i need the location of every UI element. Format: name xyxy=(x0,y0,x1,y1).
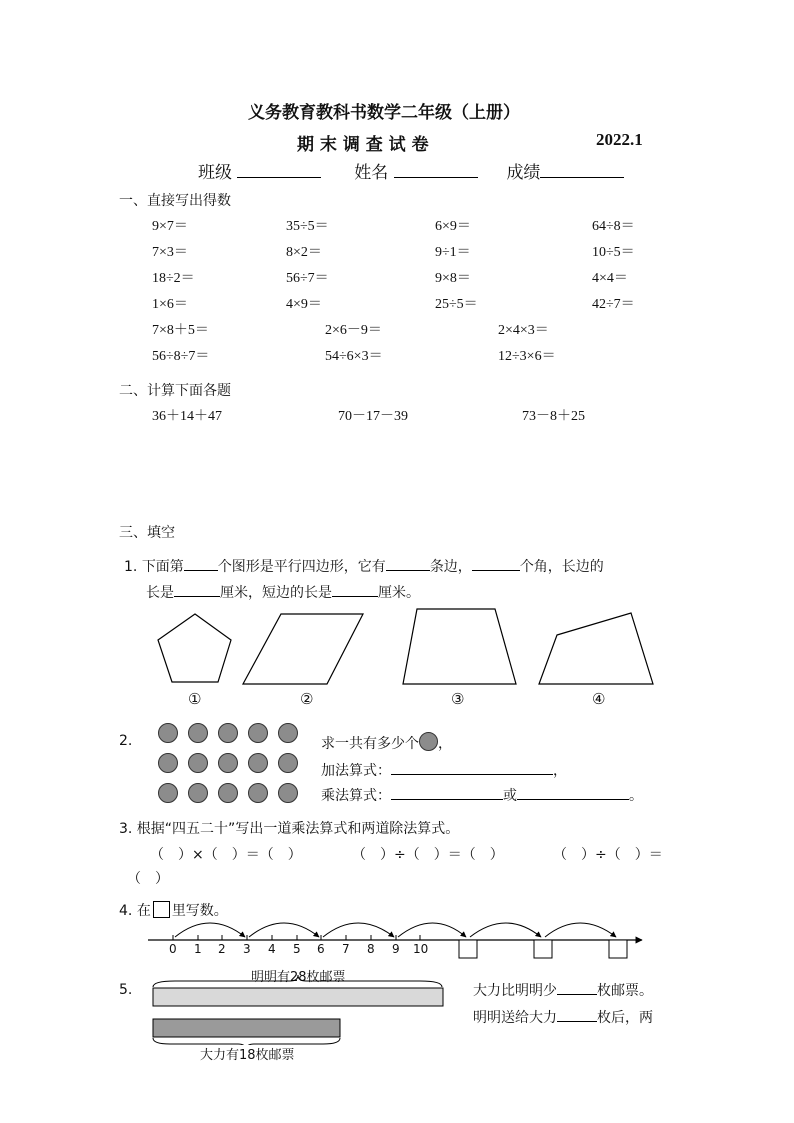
trapezoid-shape xyxy=(403,609,516,684)
q5-text: 枚邮票。 xyxy=(597,983,653,999)
q1-line2 xyxy=(146,582,420,602)
q4-number: 4. xyxy=(119,903,133,919)
info-line xyxy=(198,158,624,183)
q1-blank-angles[interactable] xyxy=(472,556,520,571)
tick-label: 2 xyxy=(218,942,226,956)
q5-line2 xyxy=(473,1007,653,1027)
q3-formula-1: （ ）×（ ）＝（ ） xyxy=(150,847,302,863)
q1-text: 厘米。 xyxy=(378,585,420,601)
q2-mul xyxy=(321,785,643,805)
q2-add-blank[interactable] xyxy=(391,760,553,775)
gray-dot xyxy=(278,753,298,773)
jump-arc xyxy=(249,923,319,937)
jump-arc xyxy=(175,923,245,937)
score-label: 成绩 xyxy=(506,163,541,183)
top-bar-label: 明明有28枚邮票 xyxy=(251,970,346,985)
tick-label: 10 xyxy=(413,942,429,956)
tick-label: 6 xyxy=(317,942,325,956)
q1-number: 1. xyxy=(124,559,138,575)
q2-ask xyxy=(321,732,452,753)
q1-blank-sides[interactable] xyxy=(386,556,430,571)
q3-formula-3-end: （ ） xyxy=(127,871,169,887)
paper-date: 2022.1 xyxy=(596,130,643,149)
calc-problem: 73－8＋25 xyxy=(522,409,585,424)
q1-line1 xyxy=(124,556,604,576)
score-blank[interactable] xyxy=(540,163,624,178)
q5-blank-2[interactable] xyxy=(557,1007,597,1022)
calc-item: 56÷7＝ xyxy=(286,271,329,286)
q4-pre: 在 xyxy=(136,903,151,919)
answer-box xyxy=(609,940,627,958)
q5-line1 xyxy=(473,980,653,1000)
gray-dot xyxy=(188,783,208,803)
section1-heading: 一、直接写出得数 xyxy=(119,193,231,209)
q1-blank-shape[interactable] xyxy=(184,556,218,571)
q5-blank-1[interactable] xyxy=(557,980,597,995)
q2-add-label: 加法算式： xyxy=(321,763,391,779)
calc-item: 6×9＝ xyxy=(435,219,471,234)
q5-text: 明明送给大力 xyxy=(473,1010,557,1026)
paper-title: 义务教育教科书数学二年级（上册） xyxy=(248,103,520,123)
tick-label: 3 xyxy=(243,942,251,956)
q2-comma: ， xyxy=(438,736,452,752)
q1-text: 条边， xyxy=(429,559,472,575)
quadrilateral-shape xyxy=(539,613,653,684)
number-line xyxy=(0,905,794,965)
gray-dot-inline-icon xyxy=(419,732,438,751)
top-brace xyxy=(153,975,442,987)
q5-text: 枚后，两 xyxy=(597,1010,653,1026)
paper-subtitle: 期 末 调 查 试 卷 xyxy=(297,135,429,155)
class-blank[interactable] xyxy=(237,163,321,178)
jump-arc xyxy=(545,923,616,937)
gray-dot xyxy=(158,723,178,743)
calc-item: 7×3＝ xyxy=(152,245,188,260)
number-line-ticks xyxy=(173,935,420,940)
q5-text: 大力比明明少 xyxy=(473,983,557,999)
calc-item: 25÷5＝ xyxy=(435,297,478,312)
gray-dot xyxy=(278,783,298,803)
q1-text: 长是 xyxy=(146,585,174,601)
q2-or: 或 xyxy=(503,788,517,804)
q1-text: 厘米，短边的长是 xyxy=(220,585,332,601)
q3-formula-2: （ ）÷（ ）＝（ ） xyxy=(352,847,504,863)
stamp-bars-figure xyxy=(0,975,794,1045)
calc-item: 12÷3×6＝ xyxy=(498,349,556,364)
mingming-bar xyxy=(153,988,443,1006)
calc-item: 42÷7＝ xyxy=(592,297,635,312)
section2-heading: 二、计算下面各题 xyxy=(119,383,231,399)
shape-label-4: ④ xyxy=(592,690,606,708)
calc-item: 4×9＝ xyxy=(286,297,322,312)
q5-number: 5. xyxy=(119,982,133,998)
shape-label-3: ③ xyxy=(451,690,465,708)
shapes-figure xyxy=(0,600,794,690)
jump-arc xyxy=(398,923,466,937)
answer-box xyxy=(534,940,552,958)
jump-arc xyxy=(470,923,541,937)
calc-item: 9÷1＝ xyxy=(435,245,471,260)
calc-item: 9×7＝ xyxy=(152,219,188,234)
name-blank[interactable] xyxy=(394,163,478,178)
gray-dot xyxy=(248,723,268,743)
q2-add-end: ， xyxy=(553,763,567,779)
gray-dot xyxy=(188,753,208,773)
calc-problem: 36＋14＋47 xyxy=(152,409,222,424)
calc-item: 1×6＝ xyxy=(152,297,188,312)
gray-dot xyxy=(248,783,268,803)
q3-formula-3: （ ）÷（ ）＝ xyxy=(553,847,663,863)
tick-label: 0 xyxy=(169,942,177,956)
calc-item: 2×4×3＝ xyxy=(498,323,549,338)
calc-item: 56÷8÷7＝ xyxy=(152,349,210,364)
name-label: 姓名 xyxy=(354,163,389,183)
q2-mul-blank-1[interactable] xyxy=(391,785,503,800)
shape-label-1: ① xyxy=(188,690,202,708)
gray-dot xyxy=(218,723,238,743)
q1-text: 个图形是平行四边形，它有 xyxy=(217,559,386,575)
q4-post: 里写数。 xyxy=(171,903,228,919)
tick-label: 5 xyxy=(293,942,301,956)
calc-item: 9×8＝ xyxy=(435,271,471,286)
answer-box xyxy=(459,940,477,958)
calc-problem: 70－17－39 xyxy=(338,409,408,424)
q1-text: 个角，长边的 xyxy=(519,559,604,575)
gray-dot xyxy=(218,783,238,803)
tick-label: 1 xyxy=(194,942,202,956)
parallelogram-shape xyxy=(243,614,363,684)
q2-add xyxy=(321,760,567,780)
jump-arc xyxy=(323,923,394,937)
calc-item: 8×2＝ xyxy=(286,245,322,260)
gray-dot xyxy=(188,723,208,743)
section3-heading: 三、填空 xyxy=(119,525,175,541)
q2-ask-text: 求一共有多少个 xyxy=(321,736,419,752)
shape-label-2: ② xyxy=(300,690,314,708)
calc-item: 10÷5＝ xyxy=(592,245,635,260)
dali-bar xyxy=(153,1019,340,1037)
bottom-bar-label: 大力有18枚邮票 xyxy=(200,1048,295,1063)
calc-item: 54÷6×3＝ xyxy=(325,349,383,364)
q1-text: 下面第 xyxy=(141,559,184,575)
tick-label: 7 xyxy=(342,942,350,956)
gray-dot xyxy=(278,723,298,743)
q2-mul-blank-2[interactable] xyxy=(517,785,629,800)
q1-blank-short[interactable] xyxy=(332,582,378,597)
calc-item: 64÷8＝ xyxy=(592,219,635,234)
calc-item: 4×4＝ xyxy=(592,271,628,286)
tick-label: 4 xyxy=(268,942,276,956)
gray-dot xyxy=(158,753,178,773)
q2-mul-label: 乘法算式： xyxy=(321,788,391,804)
gray-dot xyxy=(248,753,268,773)
tick-label: 8 xyxy=(367,942,375,956)
calc-item: 2×6－9＝ xyxy=(325,323,382,338)
q1-blank-long[interactable] xyxy=(174,582,220,597)
q2-number: 2. xyxy=(119,733,133,749)
calc-item: 35÷5＝ xyxy=(286,219,329,234)
q3-text: 3. 根据“四五二十”写出一道乘法算式和两道除法算式。 xyxy=(119,821,460,837)
calc-item: 18÷2＝ xyxy=(152,271,195,286)
tick-label: 9 xyxy=(392,942,400,956)
calc-item: 7×8＋5＝ xyxy=(152,323,209,338)
gray-dot xyxy=(218,753,238,773)
class-label: 班级 xyxy=(198,163,232,183)
pentagon-shape xyxy=(158,614,231,682)
q2-mul-end: 。 xyxy=(629,788,643,804)
gray-dot xyxy=(158,783,178,803)
